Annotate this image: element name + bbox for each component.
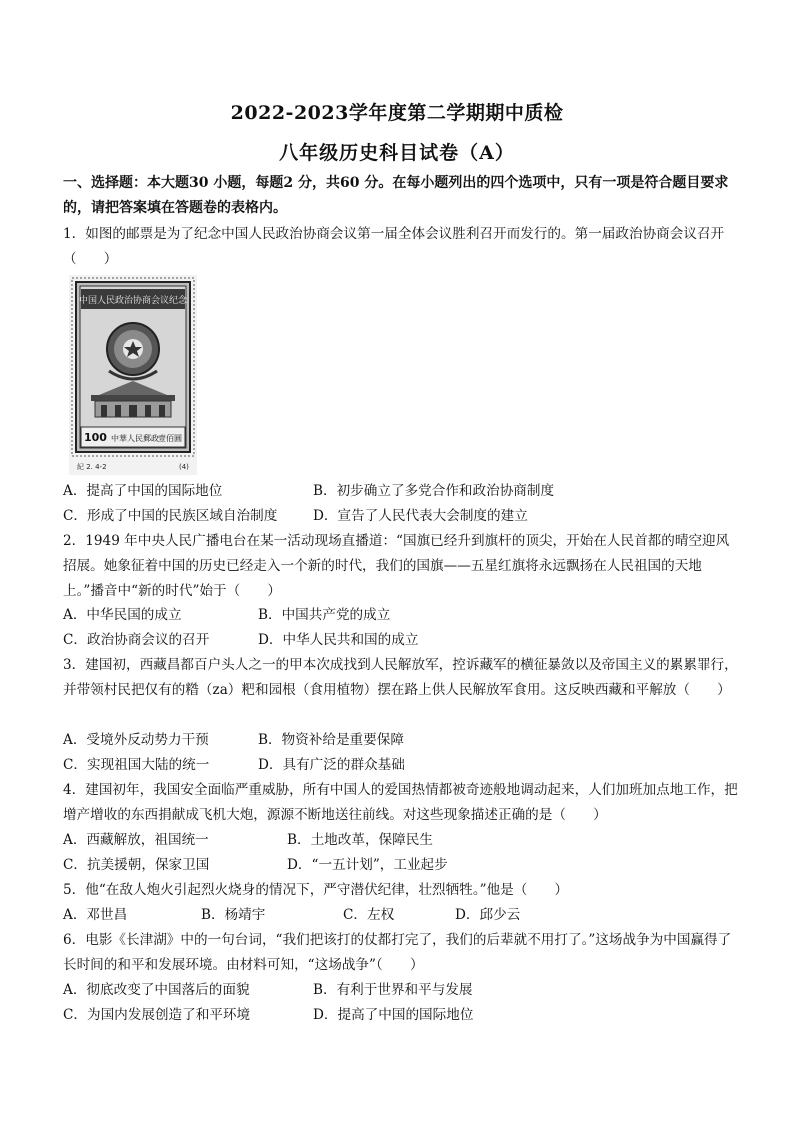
question-5-option-c: C．左权 — [343, 907, 395, 923]
stamp-value: 100 — [84, 431, 107, 444]
question-6-option-d: D．提高了中国的国际地位 — [313, 1007, 474, 1023]
question-2-option-c: C．政治协商会议的召开 — [63, 632, 210, 648]
question-3-option-d: D．具有广泛的群众基础 — [258, 757, 405, 773]
stamp-code-right: (4) — [179, 463, 189, 471]
question-5-option-a: A．邓世昌 — [63, 907, 128, 923]
exam-subtitle: 八年级历史科目试卷（A） — [279, 142, 515, 164]
question-6-options — [63, 978, 741, 1028]
stamp-bottom-text: 中華人民郵政 — [111, 434, 159, 443]
question-2-stem: 2．1949 年中央人民广播电台在某一活动现场直播道：“国旗已经升到旗杆的顶尖，开始在人民首都的晴空迎风招展。她象征着中国的历史已经走入一个新的时代，我们的国旗——五星红旗将永远飘扬在人民祖国的天地上。”播音中“新的时代”始于（ ） — [63, 533, 730, 599]
commemorative-stamp-image — [69, 275, 197, 475]
stamp-code-left: 紀 2. 4-2 — [77, 463, 107, 471]
question-6-stem: 6．电影《长津湖》中的一句台词，“我们把该打的仗都打完了，我们的后辈就不用打了。”这场战争为中国赢得了长时间的和平和发展环境。由材料可知，“这场战争”（ ） — [63, 932, 732, 973]
stamp-right-text: 壹佰圓 — [158, 434, 182, 443]
question-3-option-b: B．物资补给是重要保障 — [258, 732, 404, 748]
question-1-options — [63, 479, 741, 529]
stamp-top-text: 中国人民政治协商会议纪念 — [78, 296, 188, 306]
question-5-stem: 5．他“在敌人炮火引起烈火烧身的情况下，严守潜伏纪律，壮烈牺牲。”他是（ ） — [63, 882, 569, 898]
question-6-option-c: C．为国内发展创造了和平环境 — [63, 1007, 251, 1023]
section-instructions: 一、选择题：本大题30 小题，每题2 分，共60 分。在每小题列出的四个选项中，只有一项是符合题目要求的，请把答案填在答题卷的表格内。 — [63, 175, 729, 216]
question-1-option-c: C．形成了中国的民族区域自治制度 — [63, 508, 278, 524]
question-4-stem: 4．建国初年，我国安全面临严重威胁，所有中国人的爱国热情都被奇迹般地调动起来，人们加班加点地工作，把增产增收的东西捐献成飞机大炮，源源不断地送往前线。对这些现象描述正确的是（ ） — [63, 782, 738, 823]
question-5-options — [63, 903, 741, 928]
question-2-options — [63, 603, 741, 653]
question-3-option-a: A．受境外反动势力干预 — [63, 732, 209, 748]
question-4-option-d: D．“一五计划”，工业起步 — [287, 857, 448, 873]
question-1-option-d: D．宣告了人民代表大会制度的建立 — [313, 508, 528, 524]
question-2-option-b: B．中国共产党的成立 — [258, 607, 391, 623]
question-5-option-b: B．杨靖宇 — [201, 907, 266, 923]
question-1-option-b: B．初步确立了多党合作和政治协商制度 — [313, 483, 555, 499]
stamp-illustration — [69, 275, 197, 475]
question-6-option-b: B．有利于世界和平与发展 — [313, 982, 473, 998]
question-3-option-c: C．实现祖国大陆的统一 — [63, 757, 210, 773]
question-4-option-a: A．西藏解放，祖国统一 — [63, 832, 209, 848]
question-1-stem: 1．如图的邮票是为了纪念中国人民政治协商会议第一届全体会议胜利召开而发行的。第一届政治协商会议召开（ ） — [63, 226, 725, 267]
question-6-option-a: A．彻底改变了中国落后的面貌 — [63, 982, 250, 998]
question-1-option-a: A．提高了中国的国际地位 — [63, 483, 223, 499]
question-2-option-d: D．中华人民共和国的成立 — [258, 632, 419, 648]
question-3-options — [63, 728, 741, 778]
question-3-stem: 3．建国初，西藏昌都百户头人之一的甲本次成找到人民解放军，控诉藏军的横征暴敛以及帝国主义的累累罪行，并带领村民把仅有的糌（za）粑和园根（食用植物）摆在路上供人民解放军食用。这反映西藏和平解放（ ） — [63, 657, 738, 698]
question-5-option-d: D．邱少云 — [455, 907, 521, 923]
question-4-option-c: C．抗美援朝，保家卫国 — [63, 857, 210, 873]
question-4-option-b: B．土地改革，保障民生 — [287, 832, 433, 848]
exam-title: 2022-2023学年度第二学期期中质检 — [230, 102, 564, 124]
question-4-options — [63, 828, 741, 878]
question-2-option-a: A．中华民国的成立 — [63, 607, 182, 623]
